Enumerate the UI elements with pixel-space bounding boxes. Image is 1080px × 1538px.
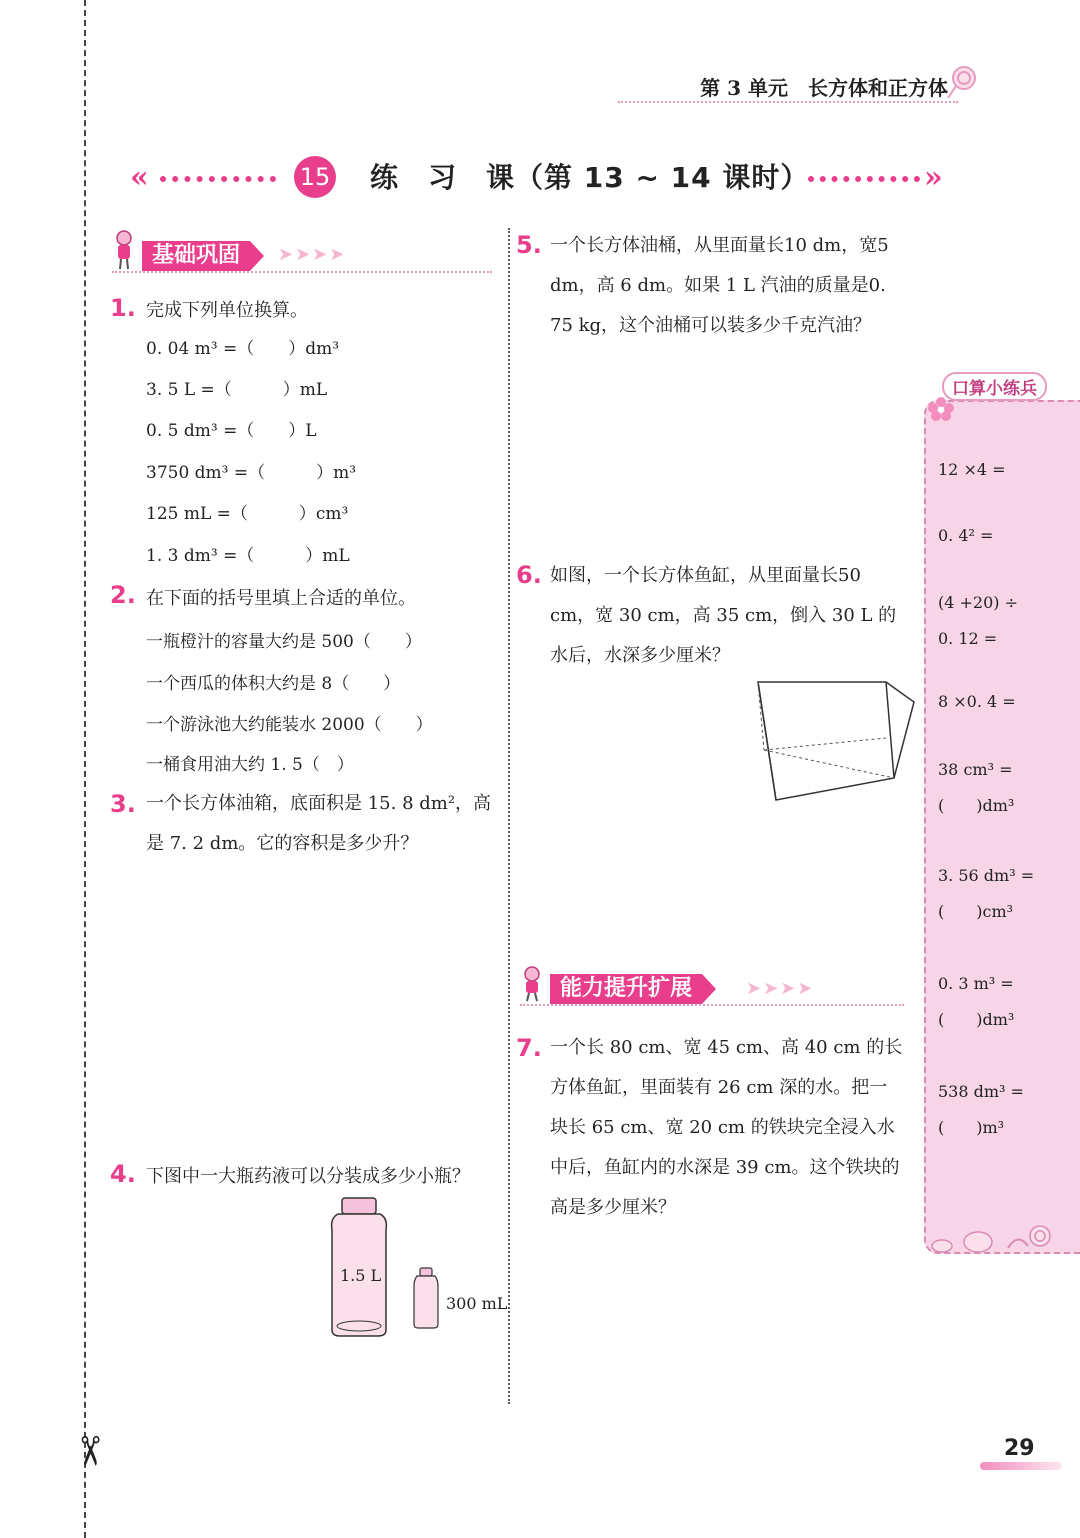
question-3-text: 一个长方体油箱，底面积是 15. 8 dm²，高是 7. 2 dm。它的容积是多少升？ xyxy=(146,793,492,854)
q1-item: 0. 04 m³ =（ ）dm³ xyxy=(146,339,340,359)
column-separator xyxy=(508,228,510,1404)
q2-item: 一个游泳池大约能装水 2000（ ） xyxy=(146,715,433,735)
section-basic-line xyxy=(112,271,492,273)
q2-item: 一个西瓜的体积大约是 8（ ） xyxy=(146,674,401,694)
question-3-number: 3. xyxy=(110,790,136,818)
cut-line xyxy=(84,0,86,1538)
question-4-number: 4. xyxy=(110,1160,136,1188)
q1-item: 0. 5 dm³ =（ ）L xyxy=(146,421,317,441)
lesson-number: 15 xyxy=(294,156,336,198)
page-number: 29 xyxy=(1004,1436,1035,1461)
double-right-arrow-icon: » xyxy=(924,160,943,195)
lesson-title-row xyxy=(130,156,950,202)
sidebar-item: 538 dm³ = ( )m³ xyxy=(938,1082,1024,1137)
title-dots-right xyxy=(808,176,920,188)
question-6-number: 6. xyxy=(516,561,542,589)
girl-mascot-icon xyxy=(518,966,546,1002)
q2-item: 一桶食用油大约 1. 5（ ） xyxy=(146,755,354,775)
banner-arrows-icon: ➤➤➤➤ xyxy=(278,244,347,265)
banner-arrows-icon: ➤➤➤➤ xyxy=(746,978,815,999)
question-7-number: 7. xyxy=(516,1034,542,1062)
small-bottle-label: 300 mL xyxy=(446,1294,508,1313)
unit-title: 长方体和正方体 xyxy=(808,76,948,100)
sidebar-item: 0. 4² = xyxy=(938,526,994,545)
unit-number: 第 3 单元 xyxy=(700,76,788,100)
unit-underline xyxy=(618,101,958,103)
small-bottle-icon xyxy=(412,1266,440,1330)
sidebar-item: 12 ×4 = xyxy=(938,460,1006,479)
q1-item: 1. 3 dm³ =（ ）mL xyxy=(146,546,350,566)
sidebar-item: 38 cm³ = ( )dm³ xyxy=(938,760,1015,815)
lollipop-icon xyxy=(944,64,980,100)
sidebar-item: 8 ×0. 4 = xyxy=(938,692,1016,711)
q1-item: 3750 dm³ =（ ）m³ xyxy=(146,463,357,483)
section-advanced-line xyxy=(520,1004,904,1006)
double-left-arrow-icon: « xyxy=(130,160,149,195)
question-5-number: 5. xyxy=(516,231,542,259)
question-6-text: 如图，一个长方体鱼缸，从里面量长50 cm，宽 30 cm，高 35 cm，倒入 30 L 的水后，水深多少厘米？ xyxy=(550,565,897,666)
lesson-title: 练 习 课（第 13 ~ 14 课时） xyxy=(370,161,810,194)
question-2-number: 2. xyxy=(110,581,136,609)
sidebar-item: 0. 3 m³ = ( )dm³ xyxy=(938,974,1015,1029)
page-number-bar xyxy=(980,1462,1062,1470)
question-5-text: 一个长方体油桶，从里面量长10 dm，宽5 dm，高 6 dm。如果 1 L 汽油的质量是0. 75 kg，这个油桶可以装多少千克汽油？ xyxy=(550,235,889,336)
q1-item: 125 mL =（ ）cm³ xyxy=(146,504,349,524)
rectangular-tank-diagram xyxy=(756,680,916,804)
sidebar-item: 3. 56 dm³ = ( )cm³ xyxy=(938,866,1035,921)
section-basic-banner: 基础巩固 xyxy=(142,241,250,271)
title-dots-left xyxy=(160,176,276,188)
section-advanced-banner: 能力提升扩展 xyxy=(550,974,702,1004)
girl-mascot-icon xyxy=(112,230,136,270)
candy-decoration-icon xyxy=(928,1222,1054,1256)
q1-item: 3. 5 L =（ ）mL xyxy=(146,380,328,400)
question-4-text: 下图中一大瓶药液可以分装成多少小瓶？ xyxy=(146,1166,470,1187)
question-2-prompt: 在下面的括号里填上合适的单位。 xyxy=(146,588,416,609)
q2-item: 一瓶橙汁的容量大约是 500（ ） xyxy=(146,632,422,652)
question-1-prompt: 完成下列单位换算。 xyxy=(146,300,308,321)
flower-icon xyxy=(926,396,956,422)
sidebar-item: (4 +20) ÷ 0. 12 = xyxy=(938,593,1019,648)
big-bottle-label: 1.5 L xyxy=(340,1266,382,1285)
unit-header xyxy=(700,72,948,101)
scissors-icon: ✂ xyxy=(65,1434,112,1468)
question-7-text: 一个长 80 cm、宽 45 cm、高 40 cm 的长方体鱼缸，里面装有 26 cm 深的水。把一块长 65 cm、宽 20 cm 的铁块完全浸入水中后，鱼缸内的水深是 39 cm。这个铁块的高是多少厘米？ xyxy=(550,1037,903,1218)
sidebar-title: 口算小练兵 xyxy=(942,372,1047,401)
question-1-number: 1. xyxy=(110,294,136,322)
